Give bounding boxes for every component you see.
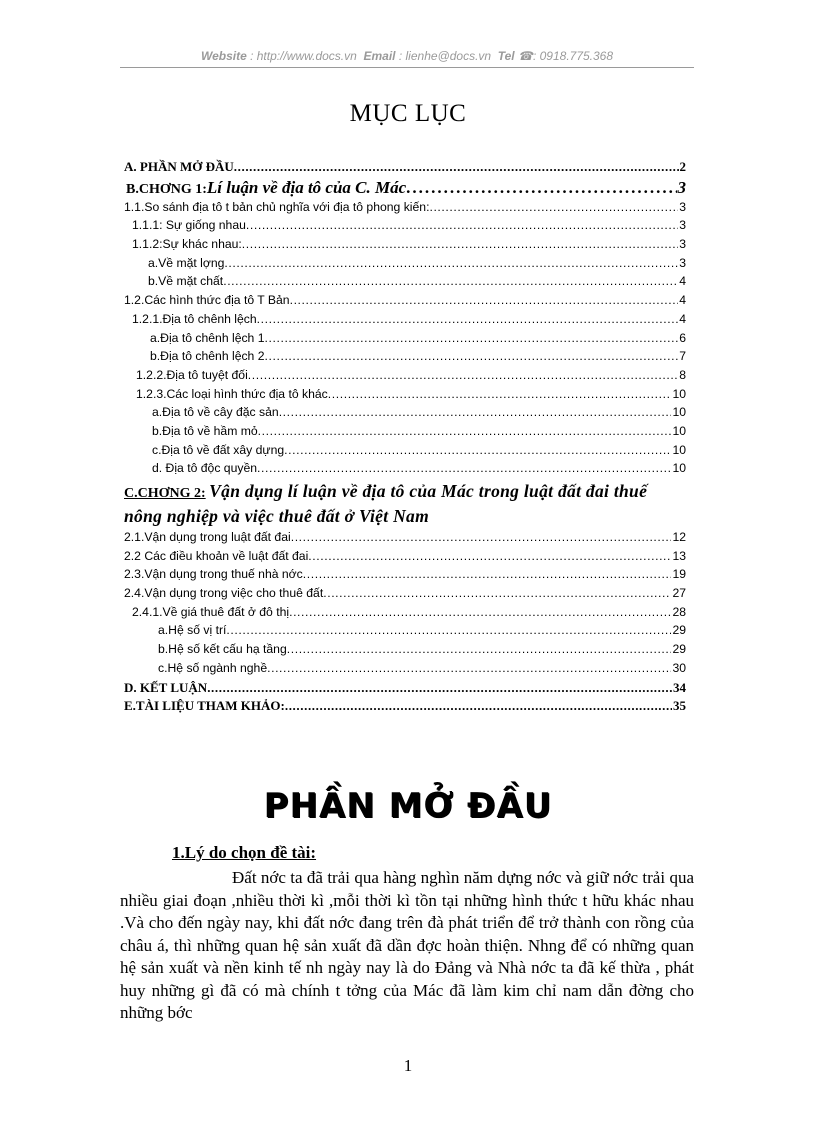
toc-entry[interactable]: 1.1.2:Sự khác nhau: ..... 3 [124,237,686,256]
page-header [120,49,694,63]
toc-entry[interactable]: b.Địa tô chênh lệch 2 ..... 7 [124,349,686,368]
email-value: : lienhe@docs.vn [398,49,492,63]
body-paragraph: Đất nớc ta đã trải qua hàng nghìn năm dựng nớc và giữ nớc trải qua nhiều giai đoạn ,nhiều thời kì ,mỗi thời kì tồn tại những hình thức t hữu khác nhau .Và cho đến ngày nay, khi đất nớc đang trên đà phát triển để trở thành con rồng của châu á, thì những quan hệ sản xuất đã dần đợc hoàn thiện. Nhng để có những quan hệ sản xuất và nền kinh tế nh ngày nay là do Đảng và Nhà nớc ta đã kế thừa , phát huy những gì đã có mà chính t tởng của Mác đã làm kim chỉ nam dẫn đờng cho những bớc [120,868,694,1022]
toc-entry[interactable]: a.Về mặt lợng ..... 3 [124,256,686,275]
toc-entry[interactable]: 1.2.1.Địa tô chênh lệch ..... 4 [124,312,686,331]
toc-entry[interactable]: c.Địa tô về đất xây dựng ..... 10 [124,443,686,462]
website-label: Website [200,49,247,63]
email-label: Email [363,49,396,63]
toc-entry[interactable]: b.Địa tô về hầm mỏ ..... 10 [124,424,686,443]
toc-entry[interactable]: d. Địa tô độc quyền ..... 10 [124,461,686,480]
toc-chapter-1[interactable]: B.CHƠNG 1: Lí luận về địa tô của C. Mác ..... 3 [124,178,686,200]
phone-icon: ☎ [518,49,533,63]
toc-entry[interactable]: A. PHẦN MỞ ĐẦU ..... 2 [124,159,686,178]
toc-entry[interactable]: 2.4.Vận dụng trong việc cho thuê đất ..... 27 [124,586,686,605]
page-number: 1 [403,1056,413,1075]
toc-title: MỤC LỤC [349,100,467,127]
section-title: PHẦN MỞ ĐẦU [263,786,553,826]
toc-entry[interactable]: 2.4.1.Về giá thuê đất ở đô thị ..... 28 [124,605,686,624]
toc-entry[interactable]: 1.1.1: Sự giống nhau ..... 3 [124,218,686,237]
toc-entry[interactable]: 2.1.Vận dụng trong luật đất đai ..... 12 [124,530,686,549]
table-of-contents [124,159,686,717]
toc-entry[interactable]: a.Địa tô chênh lệch 1 ..... 6 [124,331,686,350]
subsection-heading: 1.Lý do chọn đề tài: [172,843,317,862]
toc-entry[interactable]: b.Về mặt chất ..... 4 [124,274,686,293]
toc-entry[interactable]: 2.2 Các điều khoản về luật đất đai ..... 13 [124,549,686,568]
toc-entry[interactable]: 1.2.2.Địa tô tuyệt đối ..... 8 [124,368,686,387]
toc-chapter-2[interactable]: C.CHƠNG 2: Vận dụng lí luận về địa tô của Mác trong luật đất đai thuế nông nghiệp và việc thuê đất ở Việt Nam [124,481,648,526]
toc-entry[interactable]: 1.1.So sánh địa tô t bản chủ nghĩa với địa tô phong kiến: ..... 3 [124,200,686,219]
toc-entry[interactable]: a.Địa tô về cây đặc sản ..... 10 [124,405,686,424]
toc-entry[interactable]: D. KẾT LUẬN ..... 34 [124,680,686,699]
tel-label: Tel [497,49,515,63]
toc-entry[interactable]: 2.3.Vận dụng trong thuế nhà nớc ..... 19 [124,567,686,586]
toc-entry[interactable]: c.Hệ số ngành nghề ..... 30 [124,661,686,680]
toc-entry[interactable]: E.TÀI LIỆU THAM KHẢO: ..... 35 [124,698,686,717]
toc-entry[interactable]: 1.2.3.Các loại hình thức địa tô khác ..... 10 [124,387,686,406]
toc-entry[interactable]: a.Hệ số vị trí ..... 29 [124,623,686,642]
toc-entry[interactable]: b.Hệ số kết cấu hạ tầng ..... 29 [124,642,686,661]
toc-entry[interactable]: 1.2.Các hình thức địa tô T Bản ..... 4 [124,293,686,312]
tel-value: : 0918.775.368 [532,49,614,63]
website-value: : http://www.docs.vn [250,49,357,63]
header-divider [120,67,694,68]
